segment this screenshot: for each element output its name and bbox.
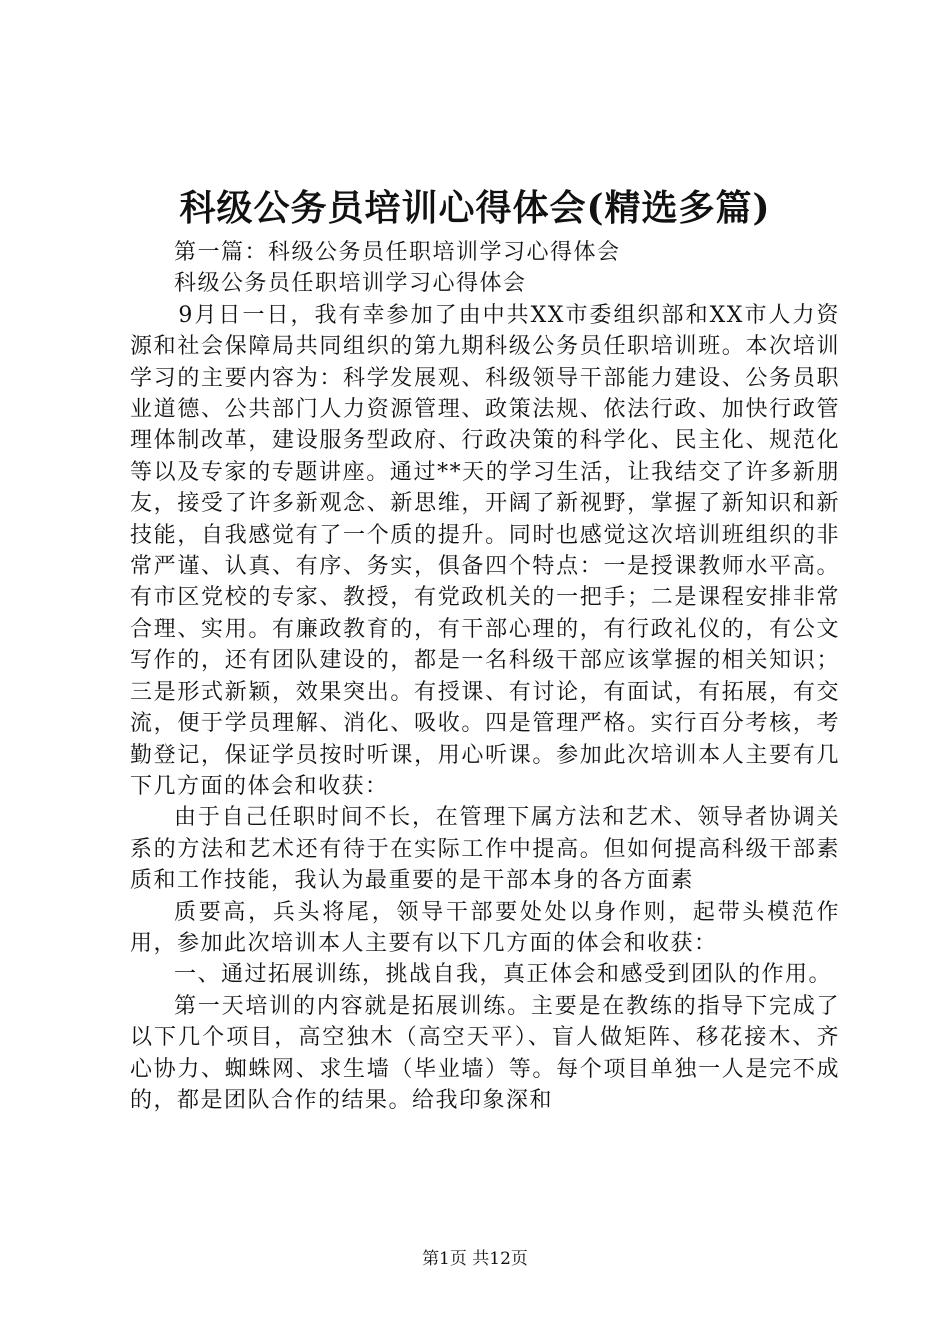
page-number: 第1页 共12页 — [422, 1249, 528, 1269]
document-body — [130, 237, 840, 1116]
body-paragraph: 质要高，兵头将尾，领导干部要处处以身作则，起带头模范作用，参加此次培训本人主要有以下几方面的体会和收获： — [130, 899, 840, 956]
document-title: 科级公务员培训心得体会(精选多篇) — [179, 187, 771, 229]
body-paragraph: 一、通过拓展训练，挑战自我，真正体会和感受到团队的作用。 — [174, 962, 833, 988]
body-paragraph: 9月日一日，我有幸参加了由中共XX市委组织部和XX市人力资源和社会保障局共同组织的第九期科级公务员任职培训班。本次培训学习的主要内容为：科学发展观、科级领导干部能力建设、公务员职业道德、公共部门人力资源管理、政策法规、依法行政、加快行政管理体制改革，建设服务型政府、行政决策的科学化、民主化、规范化等以及专家的专题讲座。通过**天的学习生活，让我结交了许多新朋友，接受了许多新观念、新思维，开阔了新视野，掌握了新知识和新技能，自我感觉有了一个质的提升。同时也感觉这次培训班组织的非常严谨、认真、有序、务实，俱备四个特点：一是授课教师水平高。有市区党校的专家、教授，有党政机关的一把手；二是课程安排非常合理、实用。有廉政教育的，有干部心理的，有行政礼仪的，有公文写作的，还有团队建设的，都是一名科级干部应该掌握的相关知识；三是形式新颖，效果突出。有授课、有讨论，有面试，有拓展，有交流，便于学员理解、消化、吸收。四是管理严格。实行百分考核，考勤登记，保证学员按时听课，用心听课。参加此次培训本人主要有几下几方面的体会和收获： — [130, 302, 840, 799]
body-paragraph: 第一天培训的内容就是拓展训练。主要是在教练的指导下完成了以下几个项目，高空独木（高空天平）、盲人做矩阵、移花接木、齐心协力、蜘蛛网、求生墙（毕业墙）等。每个项目单独一人是完不成的，都是团队合作的结果。给我印象深和 — [130, 993, 840, 1113]
article-subtitle: 科级公务员任职培训学习心得体会 — [174, 271, 527, 297]
section-heading: 第一篇：科级公务员任职培训学习心得体会 — [174, 240, 621, 265]
body-paragraph: 由于自己任职时间不长，在管理下属方法和艺术、领导者协调关系的方法和艺术还有待于在实际工作中提高。但如何提高科级干部素质和工作技能，我认为最重要的是干部本身的各方面素 — [130, 805, 840, 894]
